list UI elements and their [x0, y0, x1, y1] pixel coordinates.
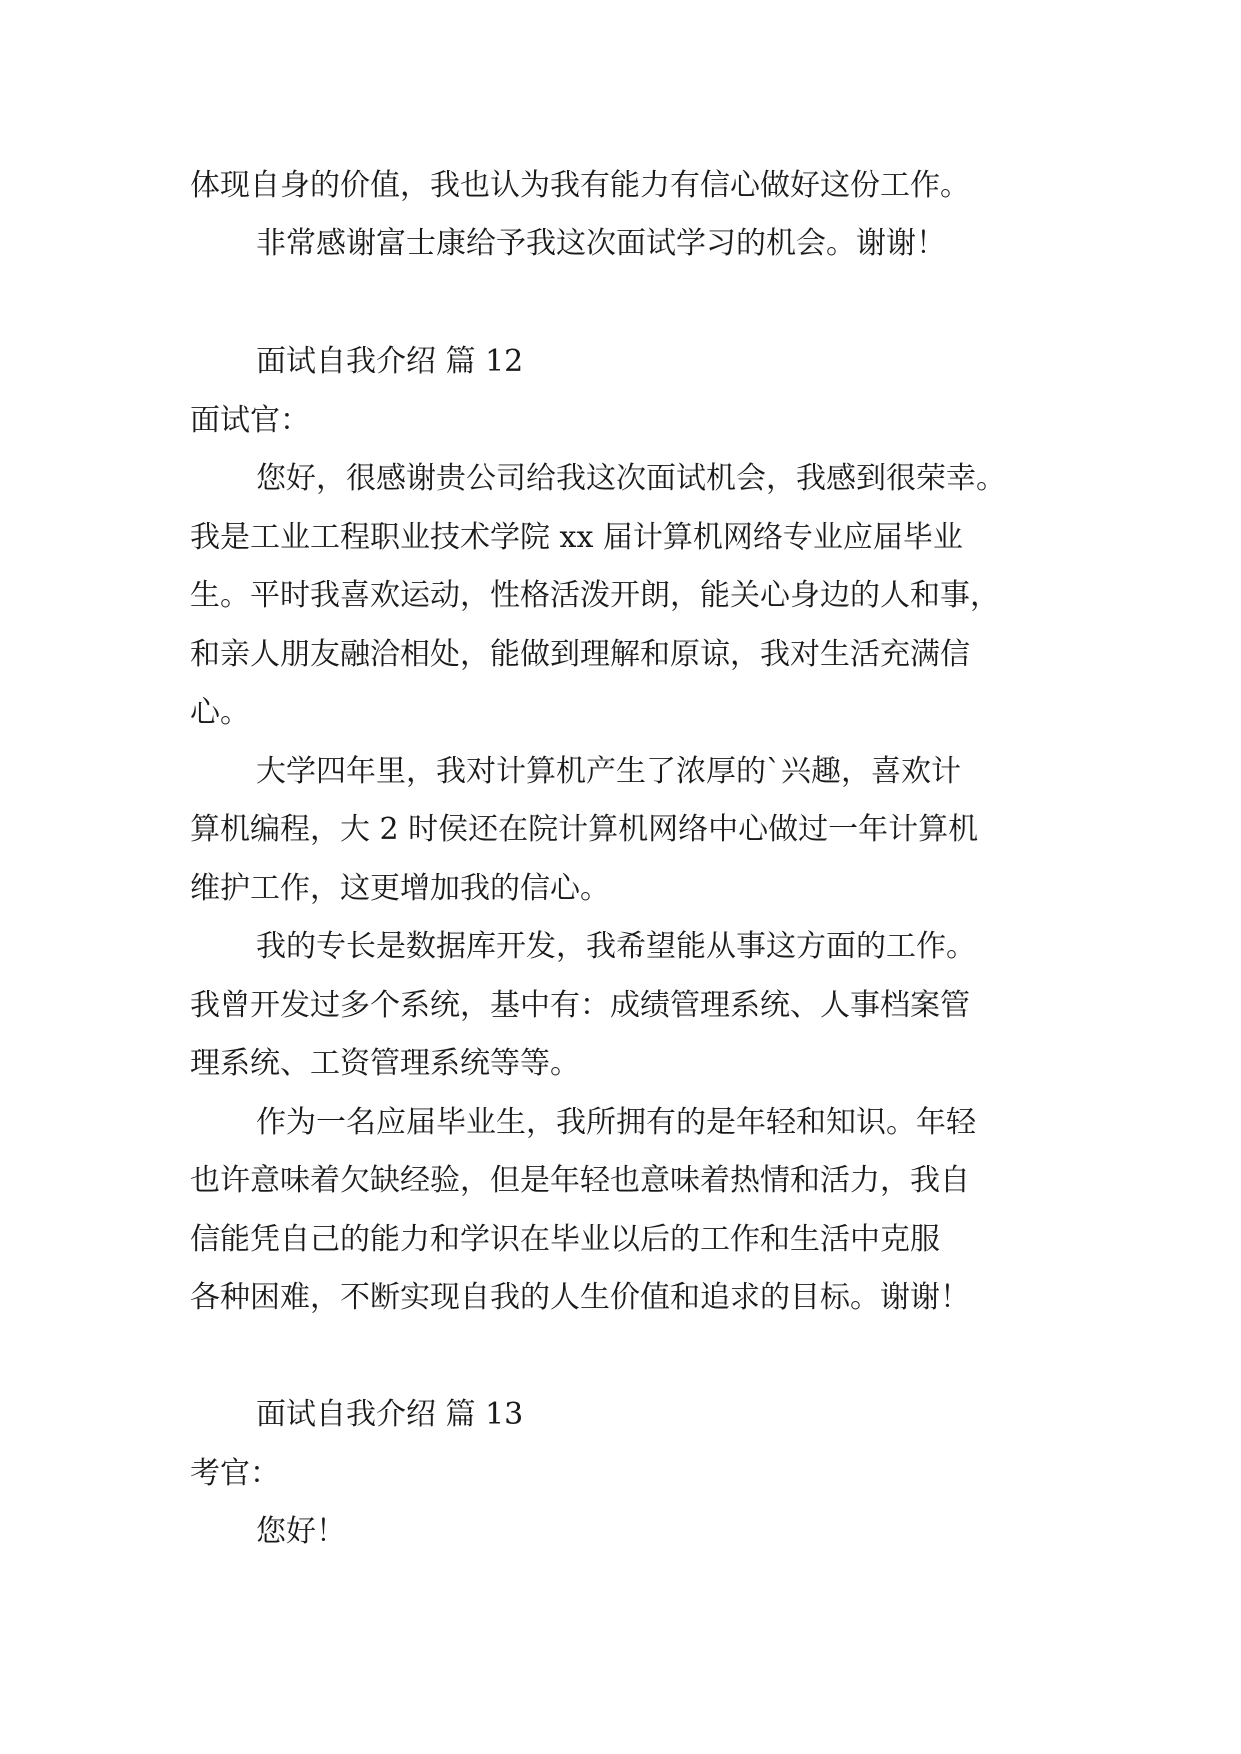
paragraph-line: 作为一名应届毕业生，我所拥有的是年轻和知识。年轻: [256, 1105, 976, 1140]
section-heading-13: 面试自我介绍 篇 13: [256, 1397, 524, 1432]
paragraph-line: 您好，很感谢贵公司给我这次面试机会，我感到很荣幸。: [256, 461, 1006, 496]
salutation: 考官：: [190, 1456, 280, 1491]
paragraph-line: 理系统、工资管理系统等等。: [190, 1046, 580, 1081]
paragraph-line: 算机编程，大 2 时侯还在院计算机网络中心做过一年计算机: [190, 812, 979, 847]
paragraph-line: 体现自身的价值，我也认为我有能力有信心做好这份工作。: [190, 168, 970, 203]
paragraph-line: 您好！: [256, 1514, 346, 1549]
paragraph-line: 心。: [190, 695, 250, 730]
section-heading-12: 面试自我介绍 篇 12: [256, 344, 524, 379]
paragraph-line: 生。平时我喜欢运动，性格活泼开朗，能关心身边的人和事，: [190, 578, 1000, 613]
paragraph-line: 我曾开发过多个系统，基中有：成绩管理系统、人事档案管: [190, 988, 970, 1023]
paragraph-line: 各种困难，不断实现自我的人生价值和追求的目标。谢谢！: [190, 1280, 970, 1315]
salutation: 面试官：: [190, 403, 310, 438]
paragraph-line: 我是工业工程职业技术学院 xx 届计算机网络专业应届毕业: [190, 520, 963, 555]
paragraph-line: 大学四年里，我对计算机产生了浓厚的`兴趣，喜欢计: [256, 754, 961, 789]
paragraph-line: 信能凭自己的能力和学识在毕业以后的工作和生活中克服: [190, 1222, 940, 1257]
paragraph-line: 非常感谢富士康给予我这次面试学习的机会。谢谢！: [256, 226, 946, 261]
paragraph-line: 和亲人朋友融洽相处，能做到理解和原谅，我对生活充满信: [190, 637, 970, 672]
paragraph-line: 也许意味着欠缺经验，但是年轻也意味着热情和活力，我自: [190, 1163, 970, 1198]
paragraph-line: 我的专长是数据库开发，我希望能从事这方面的工作。: [256, 929, 976, 964]
paragraph-line: 维护工作，这更增加我的信心。: [190, 871, 610, 906]
